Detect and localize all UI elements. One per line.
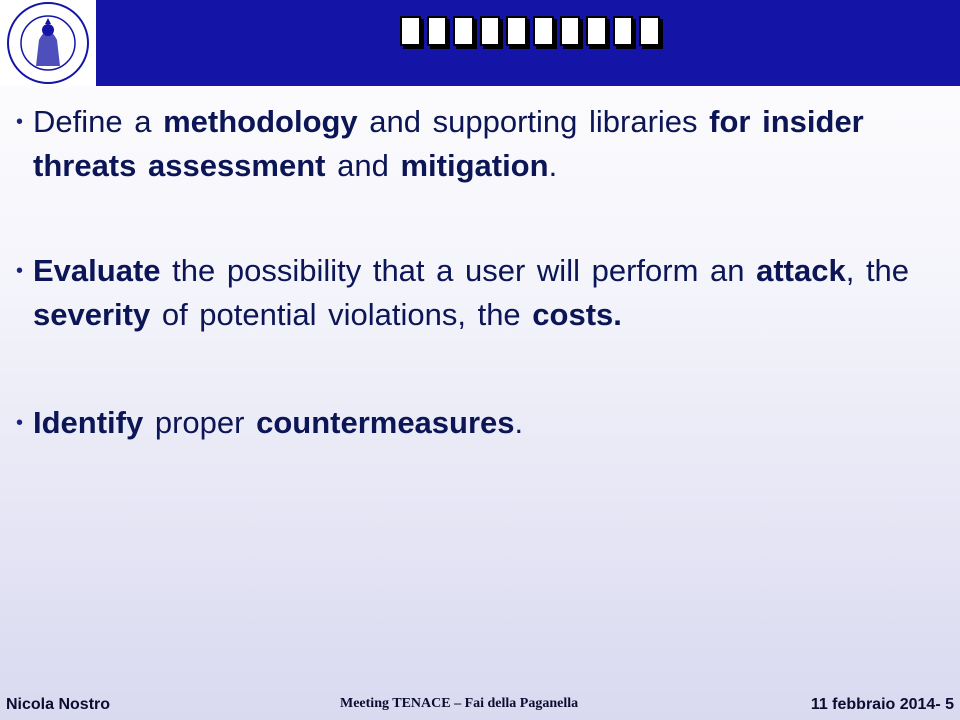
bullet-emphasis: countermeasures — [256, 405, 515, 440]
bullet-text: , the — [845, 253, 910, 288]
bullet-emphasis: mitigation — [400, 148, 549, 183]
bullet-emphasis: methodology — [163, 104, 358, 139]
bullet-text: . — [514, 405, 524, 440]
bullet-text: . — [548, 148, 558, 183]
bullet-item — [14, 100, 944, 188]
bullet-text: proper — [143, 405, 257, 440]
bullet-text: Define a — [33, 104, 164, 139]
university-logo — [0, 0, 96, 86]
footer-meeting: Meeting TENACE – Fai della Paganella — [340, 696, 579, 711]
bullet-emphasis: Evaluate — [33, 253, 161, 288]
bullet-item — [14, 249, 944, 337]
bullet-text: and — [325, 148, 401, 183]
bullet-text: of potential violations, the — [150, 297, 533, 332]
university-seal-icon — [3, 0, 93, 86]
bullet-emphasis: attack — [756, 253, 846, 288]
bullet-emphasis: costs. — [532, 297, 622, 332]
slide-title — [400, 14, 660, 44]
footer-author: Nicola Nostro — [6, 696, 111, 713]
bullet-text: the possibility that a user will perform an — [160, 253, 757, 288]
bullet-emphasis: Identify — [33, 405, 144, 440]
bullet-item — [14, 401, 944, 445]
bullet-emphasis: severity — [33, 297, 151, 332]
footer-date-page: 11 febbraio 2014- 5 — [810, 696, 954, 713]
footer — [0, 693, 960, 717]
bullet-list — [14, 100, 944, 445]
bullet-text: and supporting libraries — [357, 104, 710, 139]
bullet-emphasis: for insider threats assessment — [33, 104, 864, 183]
